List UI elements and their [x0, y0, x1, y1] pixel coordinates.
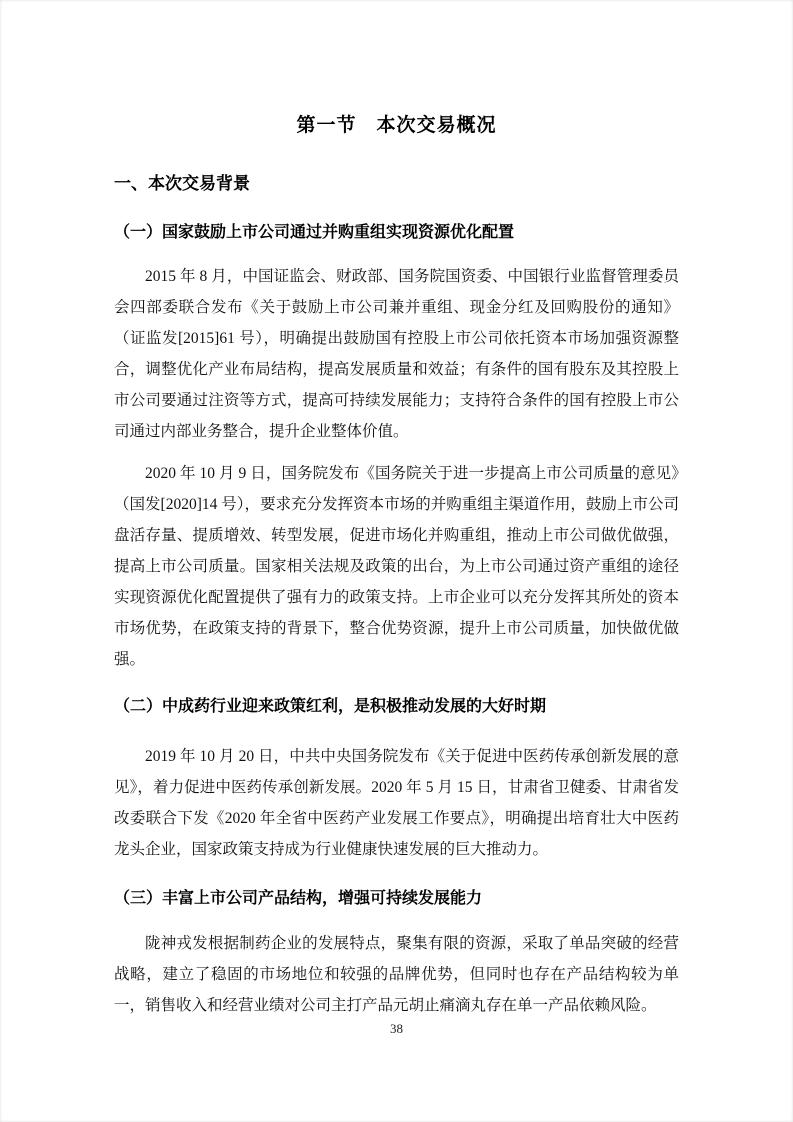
section-1-heading: （一）国家鼓励上市公司通过并购重组实现资源优化配置 [114, 224, 515, 241]
doc-title: 第一节 本次交易概况 [296, 115, 497, 136]
section-3-heading: （三）丰富上市公司产品结构，增强可持续发展能力 [114, 890, 483, 907]
section-1-paragraph-2: 2020 年 10 月 9 日，国务院发布《国务院关于进一步提高上市公司质量的意见》（国发[2020]14 号），要求充分发挥资本市场的并购重组主渠道作用，鼓励上市公司盘活存量、提质增效、转型发展，促进市场化并购重组，推动上市公司做优做强，提高上市公司质量。国家相关法规及政策的出台，为上市公司通过资产重组的途径实现资源优化配置提供了强有力的政策支持。上市企业可以充分发挥其所处的资本市场优势，在政策支持的背景下，整合优势资源，提升上市公司质量，加快做优做强。 [114, 465, 679, 668]
section-2-paragraph-1: 2019 年 10 月 20 日，中共中央国务院发布《关于促进中医药传承创新发展的意见》，着力促进中医药传承创新发展。2020 年 5 月 15 日，甘肃省卫健委、甘肃省发改委联合下发《2020 年全省中医药产业发展工作要点》，明确提出培育壮大中医药龙头企业，国家政策支持成为行业健康快速发展的巨大推动力。 [114, 748, 679, 858]
page-number: 38 [390, 1021, 403, 1036]
chapter-heading-transaction-background: 一、本次交易背景 [114, 174, 250, 193]
section-1-paragraph-1: 2015 年 8 月，中国证监会、财政部、国务院国资委、中国银行业监督管理委员会四部委联合发布《关于鼓励上市公司兼并重组、现金分红及回购股份的通知》（证监发[2015]61 号），明确提出鼓励国有控股上市公司依托资本市场加强资源整合，调整优化产业布局结构，提高发展质量和效益；有条件的国有股东及其控股上市公司要通过注资等方式，提高可持续发展能力；支持符合条件的国有控股上市公司通过内部业务整合，提升企业整体价值。 [114, 268, 679, 440]
section-2-heading: （二）中成药行业迎来政策红利，是积极推动发展的大好时期 [114, 698, 547, 715]
section-3-paragraph-1: 陇神戎发根据制药企业的发展特点，聚集有限的资源，采取了单品突破的经营战略，建立了稳固的市场地位和较强的品牌优势，但同时也存在产品结构较为单一，销售收入和经营业绩对公司主打产品元胡止痛滴丸存在单一产品依赖风险。 [114, 935, 679, 1014]
